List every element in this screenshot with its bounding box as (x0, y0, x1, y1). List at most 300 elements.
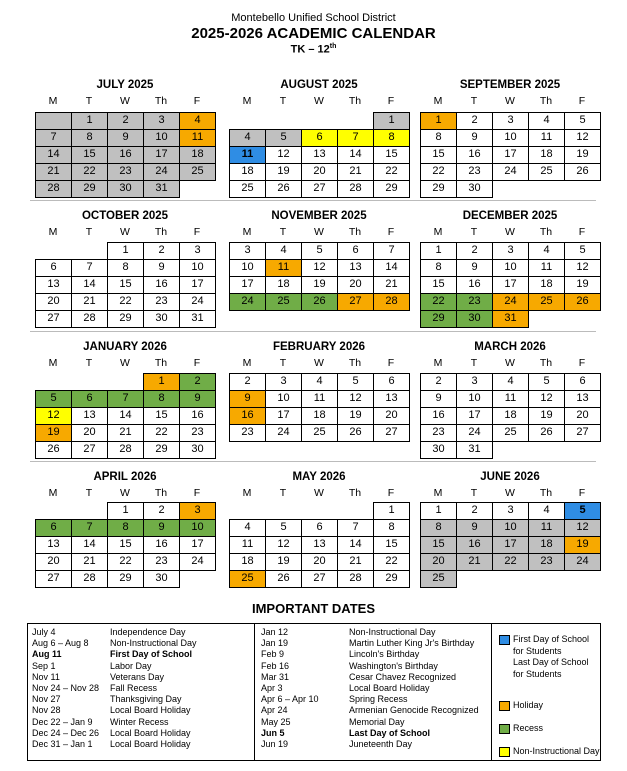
calendar-day: 23 (107, 163, 144, 181)
calendar-day: 20 (373, 407, 410, 425)
important-date: Dec 24 – Dec 26 (32, 727, 100, 738)
calendar-day: 18 (265, 276, 302, 294)
calendar-day: 26 (35, 441, 72, 459)
calendar-day: 26 (265, 570, 302, 588)
calendar-day: 13 (301, 146, 338, 164)
calendar-day: 13 (35, 536, 72, 554)
day-header: W (505, 487, 515, 499)
calendar-day: 30 (420, 441, 457, 459)
important-event: Winter Recess (110, 716, 169, 727)
calendar-day: 9 (420, 390, 457, 408)
calendar-day: 5 (337, 373, 374, 391)
calendar-day: 3 (265, 373, 302, 391)
legend-label: Recess (513, 723, 544, 733)
column-divider (254, 623, 255, 761)
calendar-day: 28 (337, 180, 374, 198)
calendar-day: 16 (229, 407, 266, 425)
calendar-day: 13 (373, 390, 410, 408)
calendar-day: 11 (229, 536, 266, 554)
day-header: M (48, 226, 58, 238)
calendar-day: 26 (265, 180, 302, 198)
calendar-day: 12 (528, 390, 565, 408)
day-header: Th (348, 226, 362, 238)
day-header: F (387, 487, 395, 499)
calendar-day: 19 (528, 407, 565, 425)
day-header: T (85, 487, 93, 499)
day-header: Th (348, 487, 362, 499)
calendar-day: 18 (229, 163, 266, 181)
calendar-day: 30 (456, 180, 493, 198)
day-header: T (470, 357, 478, 369)
day-header: M (433, 226, 443, 238)
calendar-day: 11 (528, 129, 565, 147)
calendar-day: 8 (420, 259, 457, 277)
important-event: Washington's Birthday (349, 660, 438, 671)
important-event: Lincoln's Birthday (349, 649, 420, 660)
calendar-day: 9 (107, 129, 144, 147)
legend-swatch-holiday (499, 701, 510, 711)
calendar-day: 22 (143, 424, 180, 442)
day-header: Th (539, 487, 553, 499)
calendar-day: 20 (35, 293, 72, 311)
important-date: May 25 (261, 716, 291, 727)
day-header: T (470, 487, 478, 499)
day-header: F (193, 487, 201, 499)
calendar-day: 12 (301, 259, 338, 277)
calendar-day: 2 (420, 373, 457, 391)
calendar-day: 25 (528, 293, 565, 311)
calendar-day: 25 (265, 293, 302, 311)
calendar-day: 8 (107, 259, 144, 277)
calendar-day: 14 (337, 146, 374, 164)
calendar-day: 28 (71, 310, 108, 328)
day-header: W (505, 226, 515, 238)
calendar-day: 2 (143, 502, 180, 520)
important-date: Nov 11 (32, 671, 60, 682)
day-header: F (193, 357, 201, 369)
grade-range (0, 43, 627, 56)
day-header: W (314, 357, 324, 369)
important-event: Spring Recess (349, 694, 408, 705)
important-event: Local Board Holiday (349, 683, 430, 693)
calendar-day: 29 (420, 180, 457, 198)
day-header: W (120, 226, 130, 238)
calendar-day: 7 (71, 259, 108, 277)
important-date: Dec 31 – Jan 1 (32, 739, 93, 749)
calendar-day: 5 (35, 390, 72, 408)
day-header: W (505, 95, 515, 107)
calendar-day: 28 (337, 570, 374, 588)
important-date: Apr 3 (261, 683, 283, 693)
calendar-day: 24 (456, 424, 493, 442)
important-event: Independence Day (110, 627, 186, 637)
calendar-day: 7 (35, 129, 72, 147)
calendar-day: 7 (71, 519, 108, 537)
day-header: M (242, 357, 252, 369)
important-event: Local Board Holiday (110, 739, 191, 749)
important-event: Veterans Day (110, 671, 165, 682)
calendar-day: 17 (265, 407, 302, 425)
day-header: M (48, 357, 58, 369)
calendar-day: 19 (337, 407, 374, 425)
calendar-day: 10 (265, 390, 302, 408)
important-date: Jun 19 (261, 739, 289, 749)
calendar-day: 29 (373, 180, 410, 198)
calendar-day: 18 (492, 407, 529, 425)
calendar-day: 12 (564, 519, 601, 537)
calendar-day: 11 (492, 390, 529, 408)
calendar-day: 19 (35, 424, 72, 442)
important-date: Dec 22 – Jan 9 (32, 716, 93, 727)
calendar-day: 5 (564, 112, 601, 130)
calendar-day: 6 (35, 259, 72, 277)
calendar-day: 17 (492, 536, 529, 554)
calendar-day: 21 (337, 553, 374, 571)
calendar-day: 22 (71, 163, 108, 181)
calendar-day: 16 (143, 536, 180, 554)
calendar-day: 11 (229, 146, 266, 164)
important-date: Jan 12 (261, 627, 289, 637)
day-header: F (578, 357, 586, 369)
calendar-day: 7 (107, 390, 144, 408)
calendar-day: 30 (456, 310, 493, 328)
calendar-day: 15 (143, 407, 180, 425)
important-event: Armenian Genocide Recognized (349, 705, 479, 716)
important-date: Apr 24 (261, 705, 288, 716)
calendar-day: 31 (179, 310, 216, 328)
calendar-day: 27 (564, 424, 601, 442)
important-date: July 4 (32, 627, 56, 637)
month-title: DECEMBER 2025 (462, 210, 558, 222)
calendar-day: 3 (229, 242, 266, 260)
month-title: JUNE 2026 (480, 471, 540, 483)
calendar-day: 25 (492, 424, 529, 442)
calendar-day: 20 (337, 276, 374, 294)
calendar-day: 17 (492, 146, 529, 164)
calendar-day: 4 (229, 129, 266, 147)
calendar-day: 2 (456, 502, 493, 520)
calendar-day: 15 (373, 536, 410, 554)
calendar-day: 23 (420, 424, 457, 442)
day-header: W (314, 226, 324, 238)
important-date: Nov 28 (32, 705, 61, 716)
important-event: Non-Instructional Day (110, 638, 197, 649)
calendar-day: 10 (143, 129, 180, 147)
calendar-day: 6 (337, 242, 374, 260)
day-header: F (387, 226, 395, 238)
divider (30, 331, 596, 332)
calendar-day: 15 (71, 146, 108, 164)
calendar-day: 13 (35, 276, 72, 294)
calendar-day: 27 (35, 310, 72, 328)
day-header: F (387, 95, 395, 107)
calendar-day: 23 (456, 163, 493, 181)
district-name: Montebello Unified School District (231, 12, 396, 24)
calendar-day: 7 (337, 129, 374, 147)
calendar-day: 8 (143, 390, 180, 408)
day-header: T (85, 357, 93, 369)
legend-swatch-recess (499, 724, 510, 734)
calendar-day: 22 (373, 553, 410, 571)
calendar-day: 16 (420, 407, 457, 425)
calendar-day: 2 (143, 242, 180, 260)
calendar-day: 22 (420, 163, 457, 181)
calendar-day: 5 (301, 242, 338, 260)
calendar-day: 12 (564, 129, 601, 147)
day-header: Th (154, 357, 168, 369)
day-header: M (242, 95, 252, 107)
important-event: Thanksgiving Day (110, 694, 182, 705)
calendar-day: 30 (143, 310, 180, 328)
day-header: M (433, 357, 443, 369)
calendar-day: 4 (301, 373, 338, 391)
calendar-day: 28 (35, 180, 72, 198)
calendar-day: 27 (373, 424, 410, 442)
important-date: Nov 27 (32, 694, 61, 705)
calendar-day: 4 (528, 242, 565, 260)
day-header: M (242, 226, 252, 238)
calendar-day: 4 (229, 519, 266, 537)
calendar-day: 10 (179, 519, 216, 537)
calendar-day: 8 (373, 129, 410, 147)
calendar-day: 16 (456, 536, 493, 554)
calendar-day: 21 (456, 553, 493, 571)
day-header: Th (539, 357, 553, 369)
calendar-day: 10 (492, 519, 529, 537)
important-date: Jan 19 (261, 638, 289, 649)
important-dates-title: IMPORTANT DATES (251, 601, 375, 616)
grade-range-sup: th (329, 43, 337, 50)
month-title: AUGUST 2025 (280, 79, 358, 91)
calendar-day: 24 (143, 163, 180, 181)
important-event: Non-Instructional Day (349, 627, 436, 637)
calendar-day: 3 (456, 373, 493, 391)
calendar-day: 15 (420, 146, 457, 164)
calendar-day: 22 (492, 553, 529, 571)
calendar-day: 15 (107, 536, 144, 554)
calendar-day: 4 (528, 502, 565, 520)
month-title: JANUARY 2026 (83, 341, 167, 353)
important-event: Martin Luther King Jr's Birthday (349, 638, 475, 649)
calendar-day: 1 (420, 112, 457, 130)
important-date: Apr 6 – Apr 10 (261, 694, 319, 705)
calendar-day: 24 (179, 553, 216, 571)
calendar-day: 8 (373, 519, 410, 537)
calendar-day: 11 (301, 390, 338, 408)
calendar-day: 5 (528, 373, 565, 391)
calendar-day: 26 (564, 163, 601, 181)
calendar-day: 1 (420, 502, 457, 520)
calendar-day: 1 (420, 242, 457, 260)
calendar-day: 15 (107, 276, 144, 294)
calendar-day: 26 (564, 293, 601, 311)
important-date: Aug 11 (32, 649, 62, 660)
calendar-day: 11 (265, 259, 302, 277)
calendar-day: 9 (143, 519, 180, 537)
calendar-day: 16 (143, 276, 180, 294)
day-header: W (314, 95, 324, 107)
day-header: T (470, 95, 478, 107)
calendar-day: 17 (179, 536, 216, 554)
calendar-day: 19 (564, 276, 601, 294)
month-title: MARCH 2026 (474, 341, 546, 353)
calendar-day: 16 (456, 276, 493, 294)
calendar-day: 23 (456, 293, 493, 311)
day-header: F (193, 95, 201, 107)
calendar-day: 30 (143, 570, 180, 588)
day-header: W (120, 487, 130, 499)
calendar-day: 11 (528, 259, 565, 277)
calendar-day: 10 (492, 129, 529, 147)
calendar-day: 25 (528, 163, 565, 181)
calendar-day: 22 (107, 293, 144, 311)
calendar-day: 10 (179, 259, 216, 277)
calendar-day: 18 (528, 146, 565, 164)
calendar-day: 18 (301, 407, 338, 425)
legend-label: for Students (513, 668, 562, 679)
important-date: Aug 6 – Aug 8 (32, 638, 89, 649)
day-header: F (578, 95, 586, 107)
calendar-day: 25 (301, 424, 338, 442)
day-header: T (279, 95, 287, 107)
calendar-day: 18 (179, 146, 216, 164)
calendar-day: 16 (107, 146, 144, 164)
calendar-day: 15 (420, 536, 457, 554)
calendar-day: 14 (373, 259, 410, 277)
calendar-day: 12 (265, 536, 302, 554)
day-header: W (120, 95, 130, 107)
calendar-day: 7 (373, 242, 410, 260)
calendar-day: 12 (337, 390, 374, 408)
calendar-day: 25 (420, 570, 457, 588)
calendar-day: 19 (265, 163, 302, 181)
calendar-day: 3 (143, 112, 180, 130)
calendar-day: 14 (35, 146, 72, 164)
day-header: Th (348, 95, 362, 107)
calendar-day: 17 (456, 407, 493, 425)
calendar-day: 10 (492, 259, 529, 277)
month-title: FEBRUARY 2026 (272, 341, 366, 353)
month-title: OCTOBER 2025 (81, 210, 169, 222)
calendar-day: 25 (229, 180, 266, 198)
calendar-day: 8 (107, 519, 144, 537)
calendar-day: 12 (35, 407, 72, 425)
column-divider (491, 623, 492, 761)
day-header: T (279, 226, 287, 238)
calendar-day: 9 (179, 390, 216, 408)
calendar-day: 21 (337, 163, 374, 181)
important-date: Sep 1 (32, 660, 56, 671)
day-header: W (314, 487, 324, 499)
calendar-day: 28 (107, 441, 144, 459)
calendar-day: 14 (337, 536, 374, 554)
calendar-day: 30 (107, 180, 144, 198)
calendar-day: 3 (179, 502, 216, 520)
day-header: T (279, 487, 287, 499)
day-header: M (48, 95, 58, 107)
month-title: MAY 2026 (292, 471, 346, 483)
calendar-day: 14 (71, 536, 108, 554)
day-header: M (433, 95, 443, 107)
calendar-day: 13 (301, 536, 338, 554)
grade-range-text: TK – 12 (290, 43, 330, 56)
calendar-day (35, 112, 72, 130)
day-header: Th (539, 226, 553, 238)
month-title: SEPTEMBER 2025 (459, 79, 561, 91)
calendar-day: 17 (229, 276, 266, 294)
important-date: Feb 9 (261, 649, 285, 660)
calendar-day: 16 (456, 146, 493, 164)
calendar-day: 9 (456, 519, 493, 537)
calendar-day: 24 (229, 293, 266, 311)
calendar-day: 6 (564, 373, 601, 391)
calendar-day: 1 (373, 112, 410, 130)
day-header: F (387, 357, 395, 369)
day-header: T (85, 95, 93, 107)
day-header: Th (154, 95, 168, 107)
day-header: T (85, 226, 93, 238)
calendar-day: 17 (179, 276, 216, 294)
important-event: Labor Day (110, 660, 152, 671)
calendar-day: 26 (337, 424, 374, 442)
calendar-day: 1 (373, 502, 410, 520)
calendar-day: 3 (492, 242, 529, 260)
calendar-day: 8 (420, 519, 457, 537)
calendar-day: 24 (492, 163, 529, 181)
calendar-day: 4 (179, 112, 216, 130)
calendar-day: 15 (373, 146, 410, 164)
calendar-day: 19 (564, 146, 601, 164)
important-event: Local Board Holiday (110, 705, 191, 716)
calendar-day: 19 (564, 536, 601, 554)
day-header: M (433, 487, 443, 499)
calendar-day: 1 (107, 502, 144, 520)
calendar-day: 6 (301, 519, 338, 537)
calendar-day: 27 (35, 570, 72, 588)
calendar-day: 3 (179, 242, 216, 260)
calendar-day: 3 (492, 112, 529, 130)
important-event: Fall Recess (110, 683, 158, 693)
important-event: Memorial Day (349, 716, 405, 727)
calendar-day: 9 (229, 390, 266, 408)
legend-label: First Day of School (513, 634, 590, 644)
calendar-day: 16 (179, 407, 216, 425)
calendar-day: 21 (71, 293, 108, 311)
calendar-day: 15 (420, 276, 457, 294)
important-date: Nov 24 – Nov 28 (32, 683, 100, 693)
calendar-day: 27 (301, 570, 338, 588)
calendar-day: 1 (71, 112, 108, 130)
calendar-day: 11 (528, 519, 565, 537)
calendar-day: 3 (492, 502, 529, 520)
calendar-day: 28 (373, 293, 410, 311)
calendar-day: 7 (337, 519, 374, 537)
calendar-day: 31 (143, 180, 180, 198)
day-header: Th (539, 95, 553, 107)
calendar-day: 25 (179, 163, 216, 181)
calendar-day: 14 (107, 407, 144, 425)
day-header: M (48, 487, 58, 499)
calendar-day: 13 (71, 407, 108, 425)
calendar-day: 23 (229, 424, 266, 442)
calendar-day: 6 (71, 390, 108, 408)
legend-swatch-non-instructional (499, 747, 510, 757)
calendar-day: 24 (564, 553, 601, 571)
calendar-day: 2 (229, 373, 266, 391)
calendar-day: 5 (564, 502, 601, 520)
day-header: T (470, 226, 478, 238)
calendar-day: 19 (301, 276, 338, 294)
